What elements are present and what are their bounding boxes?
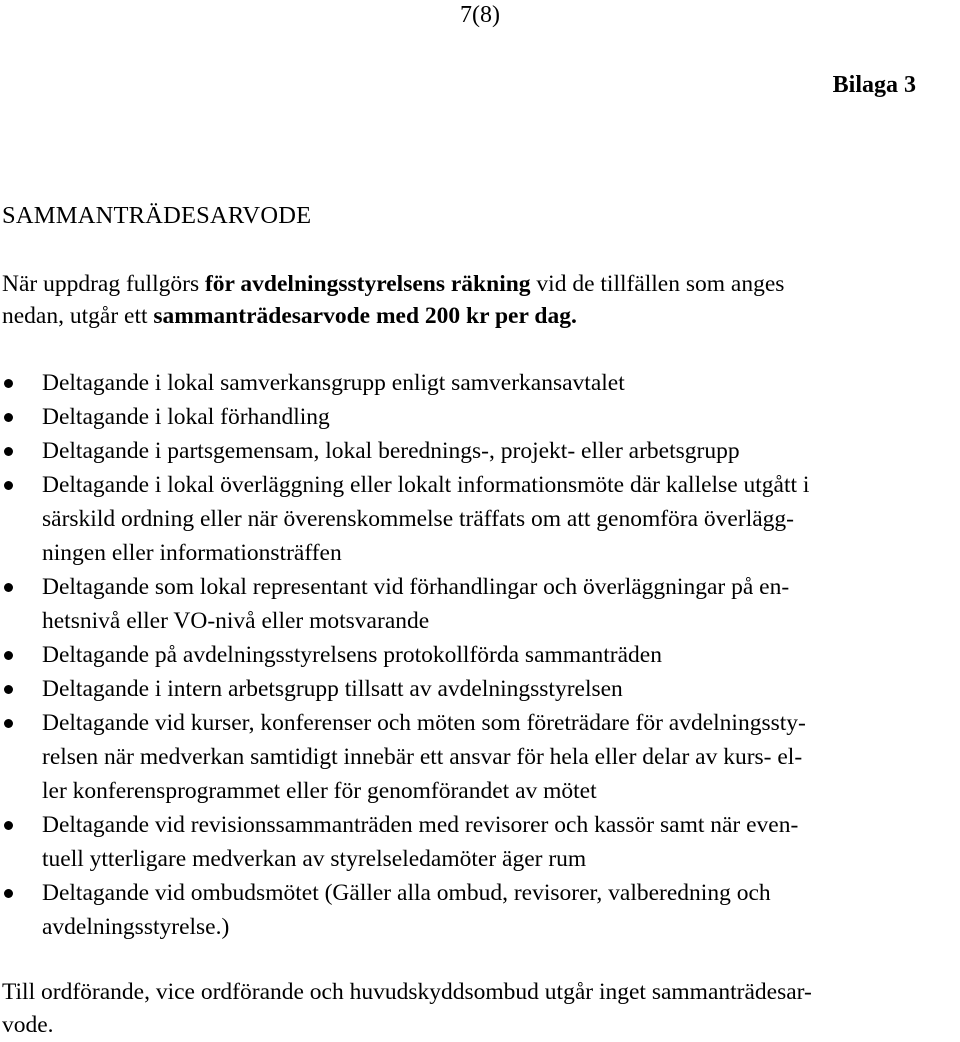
list-item-line: Deltagande i intern arbetsgrupp tillsatt av avdelningsstyrelsen	[42, 676, 623, 702]
bullet-icon	[4, 719, 13, 728]
bullet-icon	[4, 447, 13, 456]
intro-line-1-bold: för avdelningsstyrelsens räkning	[204, 271, 531, 297]
list-item-line: Deltagande i lokal förhandling	[42, 404, 330, 430]
bullet-icon	[4, 413, 13, 422]
list-item	[0, 706, 960, 808]
bullet-icon	[4, 651, 13, 660]
list-item-line: Deltagande på avdelningsstyrelsens protokollförda sammanträden	[42, 642, 662, 668]
bullet-icon	[4, 685, 13, 694]
intro-paragraph	[2, 268, 942, 332]
list-item	[0, 400, 960, 434]
list-item	[0, 672, 960, 706]
list-item-line: tuell ytterligare medverkan av styrelseledamöter äger rum	[42, 846, 587, 872]
bullet-icon	[4, 481, 13, 490]
list-item	[0, 876, 960, 944]
list-item	[0, 468, 960, 570]
bullet-icon	[4, 583, 13, 592]
intro-line-2-bold: sammanträdesarvode med 200 kr per dag.	[153, 303, 577, 329]
closing-paragraph	[2, 976, 952, 1042]
list-item	[0, 570, 960, 638]
bullet-icon	[4, 889, 13, 898]
closing-line-2: vode.	[2, 1012, 54, 1038]
attachment-label: Bilaga 3	[832, 72, 916, 98]
list-item-line: Deltagande i partsgemensam, lokal berednings-, projekt- eller arbetsgrupp	[42, 438, 740, 464]
list-item-line: Deltagande vid ombudsmötet (Gäller alla ombud, revisorer, valberedning och	[42, 880, 771, 906]
list-item-line: ningen eller informationsträffen	[42, 540, 342, 566]
bullet-list	[0, 366, 960, 944]
page-number: 7(8)	[460, 2, 500, 28]
list-item-line: hetsnivå eller VO-nivå eller motsvarande	[42, 608, 430, 634]
list-item-line: Deltagande vid revisionssammanträden med revisorer och kassör samt när even-	[42, 812, 799, 838]
intro-line-1	[2, 268, 942, 300]
intro-line-2-pre: nedan, utgår ett	[2, 303, 154, 329]
list-item-line: relsen när medverkan samtidigt innebär ett ansvar för hela eller delar av kurs- el-	[42, 744, 803, 770]
list-item	[0, 808, 960, 876]
intro-line-1-pre: När uppdrag fullgörs	[2, 271, 205, 297]
list-item-line: Deltagande som lokal representant vid förhandlingar och överläggningar på en-	[42, 574, 790, 600]
bullet-icon	[4, 379, 13, 388]
list-item-line: särskild ordning eller när överenskommelse träffats om att genomföra överlägg-	[42, 506, 794, 532]
list-item	[0, 366, 960, 400]
list-item-line: avdelningsstyrelse.)	[42, 914, 230, 940]
bullet-icon	[4, 821, 13, 830]
list-item	[0, 638, 960, 672]
list-item-line: Deltagande i lokal överläggning eller lokalt informationsmöte där kallelse utgått i	[42, 472, 810, 498]
list-item-line: Deltagande vid kurser, konferenser och möten som företrädare för avdelningssty-	[42, 710, 806, 736]
intro-line-1-post: vid de tillfällen som anges	[530, 271, 785, 297]
intro-line-2	[2, 300, 942, 332]
closing-line-1: Till ordförande, vice ordförande och huvudskyddsombud utgår inget sammanträdesar-	[2, 979, 812, 1005]
document-heading: SAMMANTRÄDESARVODE	[2, 202, 312, 229]
list-item-line: ler konferensprogrammet eller för genomförandet av mötet	[42, 778, 597, 804]
list-item	[0, 434, 960, 468]
list-item-line: Deltagande i lokal samverkansgrupp enligt samverkansavtalet	[42, 370, 625, 396]
